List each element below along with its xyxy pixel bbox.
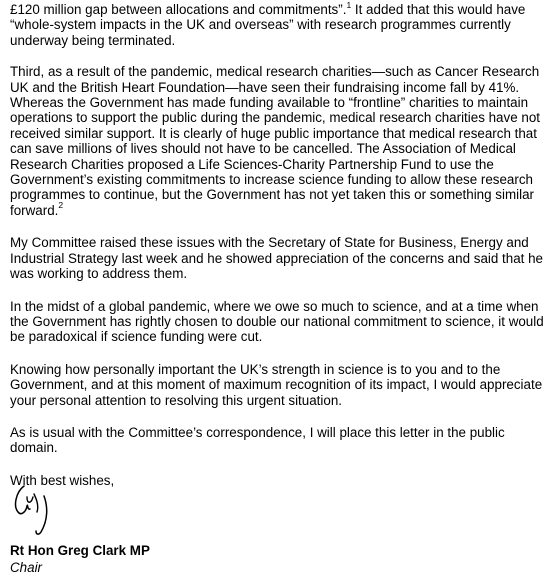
- footnote-marker[interactable]: 1: [346, 0, 352, 10]
- paragraph-funding-gap: [10, 2, 545, 48]
- closing-salutation: With best wishes,: [10, 472, 115, 488]
- paragraph-text: Third, as a result of the pandemic, medical research charities—such as Cancer Research UK and the British Heart Foundation—have seen their fundraising income fall by 41%. Whereas the Government has made funding available to “frontline” charities to maintain operations to support the public during the pandemic, medical research charities have not received similar support. It is clearly of huge public importance that medical research that can save millions of lives should not have to be cancelled. The Association of Medical Research Charities proposed a Life Sciences-Charity Partnership Fund to use the Government’s existing commitments to increase science funding to allow these research programmes to continue, but the Government has not yet taken this or something similar forward.: [10, 64, 540, 218]
- paragraph-text: As is usual with the Committee’s correspondence, I will place this letter in the public domain.: [10, 424, 505, 456]
- paragraph-text-continued: It added that this would have “whole-system impacts in the UK and overseas” with research programmes currently underway being terminated.: [10, 2, 526, 48]
- paragraph-text: £120 million gap between allocations and commitments”.: [10, 2, 347, 17]
- paragraph-committee-raised: [10, 235, 545, 281]
- signatory-name: Rt Hon Greg Clark MP: [10, 543, 150, 558]
- paragraph-text: My Committee raised these issues with the Secretary of State for Business, Energy and Industrial Strategy last week and he showed appreciation of the concerns and said that he was working to address them.: [10, 235, 543, 282]
- paragraph-personal-attention: [10, 362, 545, 408]
- signatory-role: Chair: [10, 560, 42, 575]
- paragraph-text: In the midst of a global pandemic, where we owe so much to science, and at a time when the Government has rightly chosen to double our national commitment to science, it would be paradoxical if science funding were cut.: [10, 298, 544, 345]
- footnote-marker[interactable]: 2: [58, 200, 64, 211]
- letter-body: [10, 2, 545, 488]
- paragraph-medical-charities: [10, 64, 545, 218]
- paragraph-public-domain: [10, 425, 545, 456]
- handwritten-signature-icon: [12, 482, 56, 538]
- paragraph-text: Knowing how personally important the UK’s strength in science is to you and to the Government, and at this moment of maximum recognition of its impact, I would appreciate your personal attention to resolving this urgent situation.: [10, 361, 543, 408]
- paragraph-global-pandemic: [10, 299, 545, 345]
